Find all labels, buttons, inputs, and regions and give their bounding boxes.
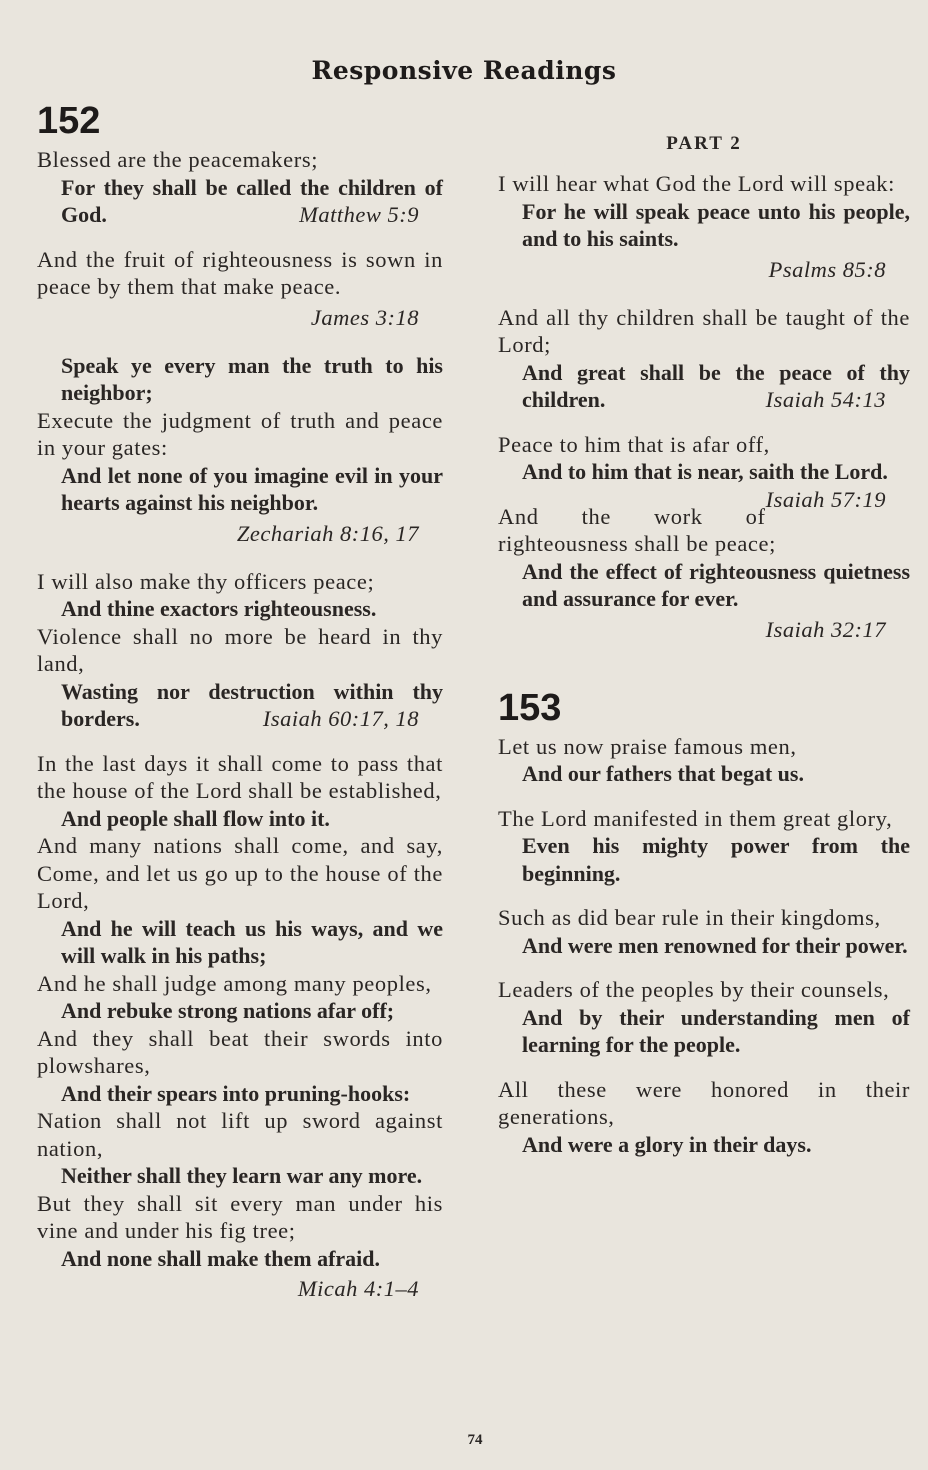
reading-152 — [37, 146, 443, 1306]
response-line — [498, 558, 910, 613]
response-line — [37, 997, 443, 1025]
response-line — [498, 1131, 910, 1159]
verse-block — [37, 568, 443, 733]
response-line — [498, 198, 910, 253]
verse-block — [37, 246, 443, 335]
line-text: Speak ye every man the truth to his neighbor; — [61, 352, 443, 405]
reader-line — [498, 733, 910, 761]
scripture-citation: Isaiah 57:19 — [765, 486, 886, 512]
response-line — [498, 932, 910, 960]
response-line — [37, 678, 443, 733]
line-text: And people shall flow into it. — [61, 805, 330, 831]
reader-line — [37, 146, 443, 174]
response-line — [37, 462, 443, 517]
reader-line — [498, 1076, 910, 1131]
reader-line — [37, 832, 443, 915]
part-heading: PART 2 — [666, 133, 742, 154]
reading-number: 153 — [498, 686, 562, 729]
line-text: And were men renowned for their power. — [522, 932, 908, 958]
reader-line — [498, 976, 910, 1004]
right-column — [498, 130, 910, 1175]
line-text: And to him that is near, saith the Lord. — [522, 459, 888, 484]
page-number: 74 — [467, 1432, 483, 1448]
scripture-citation: Isaiah 60:17, 18 — [262, 706, 419, 731]
line-text: For they shall be called the children of God. — [61, 174, 443, 227]
response-line — [37, 1245, 443, 1273]
line-text: All these were honored in their generations, — [498, 1076, 910, 1129]
response-line — [37, 915, 443, 970]
reading-number: 152 — [37, 100, 101, 142]
line-text: And many nations shall come, and say, Come, and let us go up to the house of the Lord, — [37, 833, 443, 913]
verse-block — [498, 304, 910, 414]
verse-block — [498, 733, 910, 788]
line-text: And he shall judge among many peoples, — [37, 970, 432, 996]
line-text: And rebuke strong nations afar off; — [61, 998, 395, 1023]
line-text: I will also make thy officers peace; — [37, 568, 375, 594]
verse-block — [498, 976, 910, 1059]
line-text: And the effect of righteousness quietness and assurance for ever. — [522, 558, 910, 611]
line-text: And by their understanding men of learning for the people. — [522, 1004, 910, 1057]
verse-block — [498, 1076, 910, 1159]
line-text: Neither shall they learn war any more. — [61, 1163, 423, 1188]
line-text: Nation shall not lift up sword against nation, — [37, 1108, 443, 1161]
line-text: Such as did bear rule in their kingdoms, — [498, 905, 881, 930]
reader-line — [37, 750, 443, 805]
line-text: And their spears into pruning-hooks: — [61, 1080, 411, 1106]
verse-block — [498, 805, 910, 888]
response-line — [37, 352, 443, 407]
line-text: And all thy children shall be taught of the Lord; — [498, 304, 910, 357]
response-line — [498, 458, 910, 512]
page-heading: Responsive Readings — [311, 56, 617, 85]
line-text: Peace to him that is afar off, — [498, 431, 770, 457]
line-text: And were a glory in their days. — [522, 1131, 812, 1157]
response-line — [37, 1080, 443, 1108]
response-line — [37, 595, 443, 623]
line-text: And he will teach us his ways, and we will walk in his paths; — [61, 915, 443, 968]
response-line — [498, 760, 910, 788]
scripture-citation: James 3:18 — [310, 304, 419, 330]
response-line — [498, 1004, 910, 1059]
line-text: In the last days it shall come to pass that the house of the Lord shall be established, — [37, 750, 443, 803]
line-text: And the fruit of righteousness is sown in peace by them that make peace. — [37, 246, 443, 299]
line-text: And none shall make them afraid. — [61, 1245, 381, 1271]
verse-block — [37, 750, 443, 1307]
verse-block — [498, 431, 910, 512]
line-text: Let us now praise famous men, — [498, 733, 797, 759]
reader-line — [37, 1190, 443, 1245]
line-text: I will hear what God the Lord will speak: — [498, 171, 896, 196]
verse-block — [37, 146, 443, 229]
scripture-citation: Isaiah 54:13 — [765, 387, 886, 412]
reading-153 — [498, 733, 910, 1159]
line-text: And our fathers that begat us. — [522, 761, 804, 786]
verse-block — [498, 904, 910, 959]
reader-line — [498, 805, 910, 833]
line-text: Blessed are the peacemakers; — [37, 147, 319, 172]
reader-line — [498, 170, 910, 198]
reader-line — [37, 623, 443, 678]
line-text: And let none of you imagine evil in your hearts against his neighbor. — [61, 462, 443, 515]
line-text: Execute the judgment of truth and peace in your gates: — [37, 407, 443, 460]
response-line — [37, 805, 443, 833]
reader-line — [37, 970, 443, 998]
line-text: Even his mighty power from the beginning. — [522, 833, 910, 886]
scripture-citation: Matthew 5:9 — [299, 202, 419, 227]
line-text: Leaders of the peoples by their counsels, — [498, 977, 890, 1002]
reader-line — [498, 904, 910, 932]
response-line — [37, 1162, 443, 1190]
response-line — [37, 174, 443, 229]
reading-152-part-2 — [498, 170, 910, 647]
response-line — [498, 359, 910, 414]
line-text: The Lord manifested in them great glory, — [498, 805, 893, 831]
reader-line — [37, 1025, 443, 1080]
reader-line — [37, 407, 443, 462]
reader-line — [498, 304, 910, 359]
line-text: And they shall beat their swords into plowshares, — [37, 1025, 443, 1078]
verse-block — [498, 503, 910, 647]
line-text: Wasting nor destruction within thy borders. — [61, 678, 443, 731]
line-text: And the work of righteousness shall be peace; — [498, 503, 776, 556]
reader-line — [37, 568, 443, 596]
verse-block — [37, 352, 443, 551]
line-text: And great shall be the peace of thy children. — [522, 359, 910, 412]
reader-line — [498, 431, 910, 459]
line-text: But they shall sit every man under his vine and under his fig tree; — [37, 1190, 443, 1243]
reader-line — [37, 246, 443, 301]
verse-block — [498, 170, 910, 287]
response-line — [498, 832, 910, 887]
reader-line — [37, 1107, 443, 1162]
line-text: For he will speak peace unto his people, and to his saints. — [522, 198, 910, 251]
scripture-citation: Isaiah 32:17 — [765, 616, 886, 642]
left-column — [37, 98, 443, 1323]
line-text: Violence shall no more be heard in thy land, — [37, 623, 443, 676]
scripture-citation: Micah 4:1–4 — [297, 1276, 419, 1301]
scripture-citation: Zechariah 8:16, 17 — [236, 520, 419, 546]
line-text: And thine exactors righteousness. — [61, 596, 377, 621]
scripture-citation: Psalms 85:8 — [768, 256, 886, 282]
